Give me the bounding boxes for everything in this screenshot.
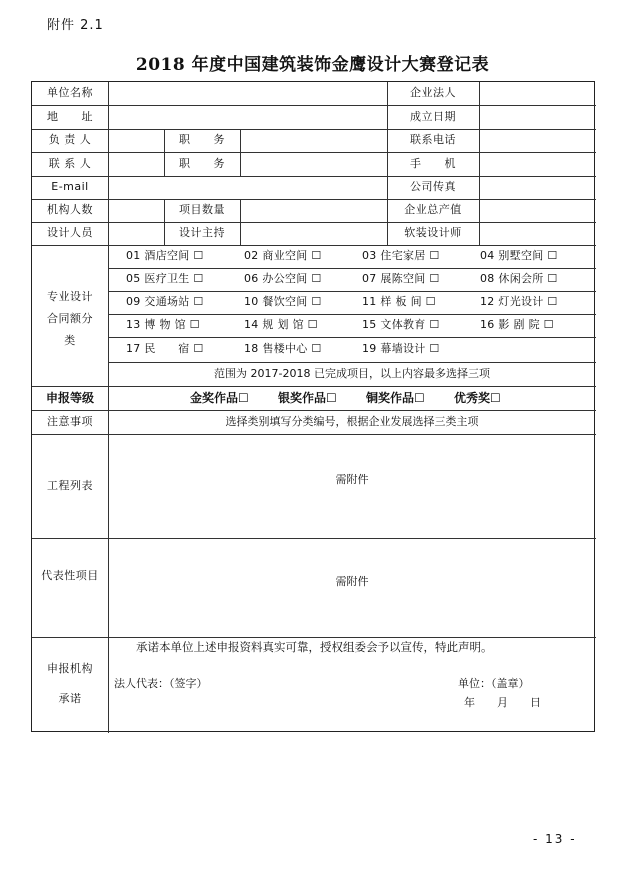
manager-label: 负 责 人 [48,133,92,146]
founded-date-label: 成立日期 [410,110,456,123]
contact-label: 联 系 人 [48,157,92,170]
unit-name-label: 单位名称 [47,86,93,99]
fax-label: 公司传真 [410,180,456,193]
category-item[interactable]: 13 博 物 馆 ☐ [126,318,200,331]
range-note: 范围为 2017-2018 已完成项目，以上内容最多选择三项 [214,367,490,380]
category-item[interactable]: 18 售楼中心 ☐ [244,342,322,355]
page-number: - 13 - [533,832,577,846]
commitment-label: 申报机构承诺 [47,662,93,705]
category-item[interactable]: 09 交通场站 ☐ [126,295,204,308]
category-item[interactable]: 01 酒店空间 ☐ [126,249,204,262]
category-item[interactable]: 02 商业空间 ☐ [244,249,322,262]
total-output-label: 企业总产值 [404,203,462,216]
notes-label: 注意事项 [47,415,93,428]
category-item[interactable]: 08 休闲会所 ☐ [480,272,558,285]
award-excellent[interactable]: 优秀奖☐ [454,391,501,405]
award-silver[interactable]: 银奖作品☐ [278,391,337,405]
position-label: 职 务 [179,133,225,146]
phone-label: 联系电话 [410,133,456,146]
category-item[interactable]: 14 规 划 馆 ☐ [244,318,318,331]
category-item[interactable]: 12 灯光设计 ☐ [480,295,558,308]
category-item[interactable]: 05 医疗卫生 ☐ [126,272,204,285]
legal-rep-signature: 法人代表：（签字） [114,677,208,690]
mobile-label: 手 机 [410,157,456,170]
project-list-label: 工程列表 [47,479,93,492]
category-item[interactable]: 16 影 剧 院 ☐ [480,318,554,331]
address-label: 地 址 [47,110,93,123]
category-item[interactable]: 06 办公空间 ☐ [244,272,322,285]
project-list-attachment: 需附件 [335,473,369,486]
category-item[interactable]: 15 文体教育 ☐ [362,318,440,331]
category-item[interactable]: 07 展陈空间 ☐ [362,272,440,285]
award-gold[interactable]: 金奖作品☐ [190,391,249,405]
designers-label: 设计人员 [47,226,93,239]
contact-position-label: 职 务 [179,157,225,170]
category-item[interactable]: 10 餐饮空间 ☐ [244,295,322,308]
representative-label: 代表性项目 [41,569,99,582]
category-item[interactable]: 19 幕墙设计 ☐ [362,342,440,355]
category-item[interactable]: 11 样 板 间 ☐ [362,295,436,308]
commitment-text: 承诺本单位上述申报资料真实可靠，授权组委会予以宣传，特此声明。 [136,640,493,654]
notes-text: 选择类别填写分类编号，根据企业发展选择三类主项 [225,415,479,428]
representative-attachment: 需附件 [335,575,369,588]
award-bronze[interactable]: 铜奖作品☐ [366,391,425,405]
category-item[interactable]: 03 住宅家居 ☐ [362,249,440,262]
registration-form [31,81,595,732]
project-count-label: 项目数量 [179,203,225,216]
email-label: E-mail [51,180,89,193]
chief-designer-label: 设计主持 [179,226,225,239]
soft-designer-label: 软装设计师 [404,226,462,239]
staff-count-label: 机构人数 [47,203,93,216]
category-item[interactable]: 04 别墅空间 ☐ [480,249,558,262]
category-label: 专业设计合同额分类 [47,290,93,347]
signature-date: 年 月 日 [464,696,541,709]
unit-seal: 单位：（盖章） [458,677,530,690]
legal-person-label: 企业法人 [410,86,456,99]
attachment-label: 附件 2.1 [47,18,104,33]
form-title: 2018 年度中国建筑装饰金鹰设计大赛登记表 [135,55,490,75]
award-level-label: 申报等级 [45,391,94,405]
category-item[interactable]: 17 民 宿 ☐ [126,342,204,355]
